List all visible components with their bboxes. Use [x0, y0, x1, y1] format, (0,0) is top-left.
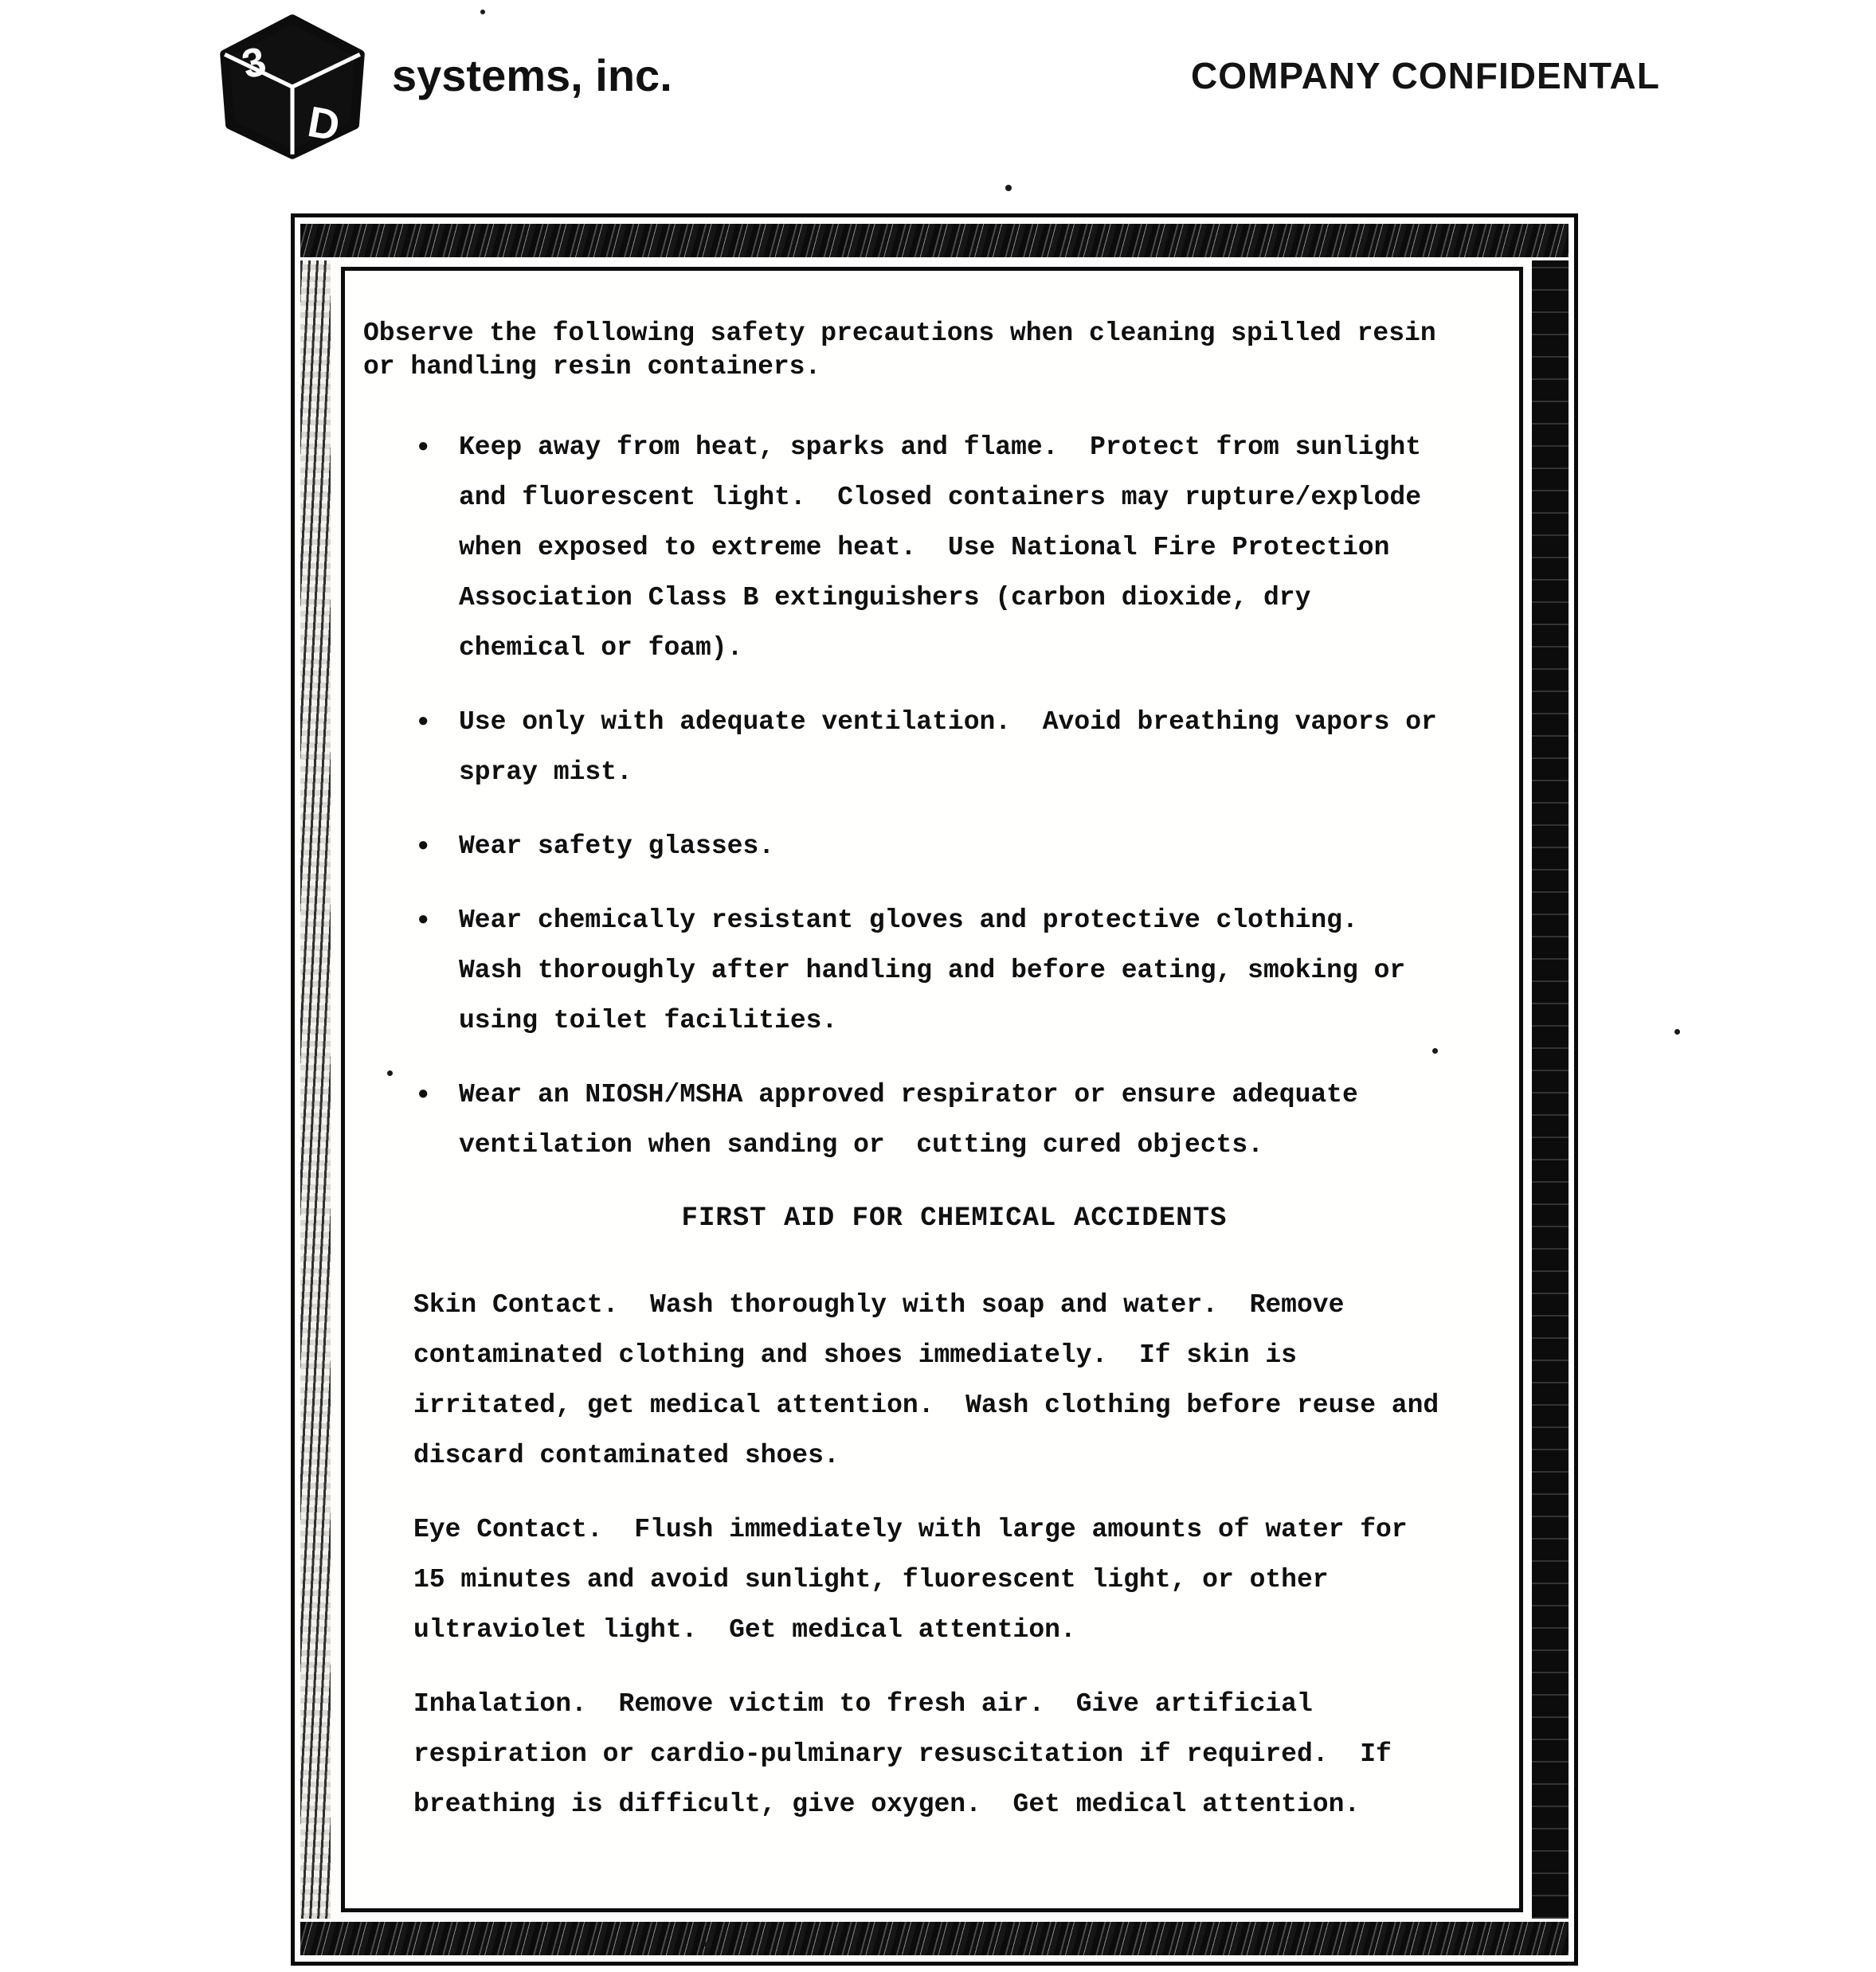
- bullet-icon: ●: [417, 436, 429, 458]
- intro-paragraph: Observe the following safety precautions when cleaning spilled resin or handling resin containers.: [363, 319, 1436, 381]
- safety-notice-box: [291, 213, 1578, 1966]
- list-item: [417, 697, 1495, 797]
- list-item: [417, 1070, 1495, 1170]
- bullet-text: Wear safety glasses.: [459, 831, 775, 861]
- bullet-text: Wear an NIOSH/MSHA approved respirator or ensure adequate ventilation when sanding or cutting cured objects.: [459, 1080, 1358, 1160]
- list-item: [417, 422, 1495, 673]
- scan-speck: [1432, 1048, 1438, 1054]
- skin-contact-paragraph: Skin Contact. Wash thoroughly with soap and water. Remove contaminated clothing and shoes immediately. If skin is irritated, get medical attention. Wash clothing before reuse and discard contaminated shoes.: [413, 1290, 1439, 1470]
- border-texture-right: [1532, 260, 1569, 1919]
- scan-speck: [480, 10, 485, 14]
- border-texture-left: [300, 260, 331, 1919]
- border-texture-top: [300, 224, 1569, 257]
- first-aid-heading: FIRST AID FOR CHEMICAL ACCIDENTS: [681, 1203, 1228, 1234]
- confidential-stamp: COMPANY CONFIDENTAL: [1191, 55, 1660, 96]
- scan-speck: [704, 1942, 711, 1948]
- company-logo: [209, 11, 376, 162]
- inhalation-paragraph: Inhalation. Remove victim to fresh air. Give artificial respiration or cardio-pulminary resuscitation if required. If breathing is difficult, give oxygen. Get medical attention.: [413, 1689, 1392, 1819]
- bullet-icon: ●: [417, 711, 429, 733]
- eye-contact-paragraph: Eye Contact. Flush immediately with large amounts of water for 15 minutes and avoid sunlight, fluorescent light, or other ultraviolet light. Get medical attention.: [413, 1515, 1408, 1645]
- company-name: systems, inc.: [392, 50, 672, 100]
- bullet-icon: ●: [417, 1084, 429, 1105]
- svg-text:D: D: [304, 96, 344, 151]
- scan-speck: [1674, 1029, 1680, 1035]
- bullet-text: Keep away from heat, sparks and flame. Protect from sunlight and fluorescent light. Closed containers may rupture/explode when exposed to extreme heat. Use National Fire Protection Association Class B extinguishers (carbon dioxide, dry chemical or foam).: [459, 432, 1421, 663]
- list-item: [417, 821, 1495, 871]
- bullet-text: Use only with adequate ventilation. Avoid breathing vapors or spray mist.: [459, 707, 1437, 787]
- svg-text:3: 3: [237, 37, 271, 88]
- scan-speck: [1005, 185, 1012, 191]
- bullet-icon: ●: [417, 835, 429, 857]
- border-texture-bottom: [300, 1922, 1569, 1955]
- bullet-text: Wear chemically resistant gloves and protective clothing. Wash thoroughly after handling and before eating, smoking or using toilet facilities.: [459, 906, 1406, 1035]
- bullet-icon: ●: [417, 910, 429, 931]
- cube-logo-icon: [209, 11, 376, 162]
- notice-content: [341, 267, 1523, 1912]
- list-item: [417, 895, 1495, 1046]
- scan-speck: [387, 1070, 393, 1076]
